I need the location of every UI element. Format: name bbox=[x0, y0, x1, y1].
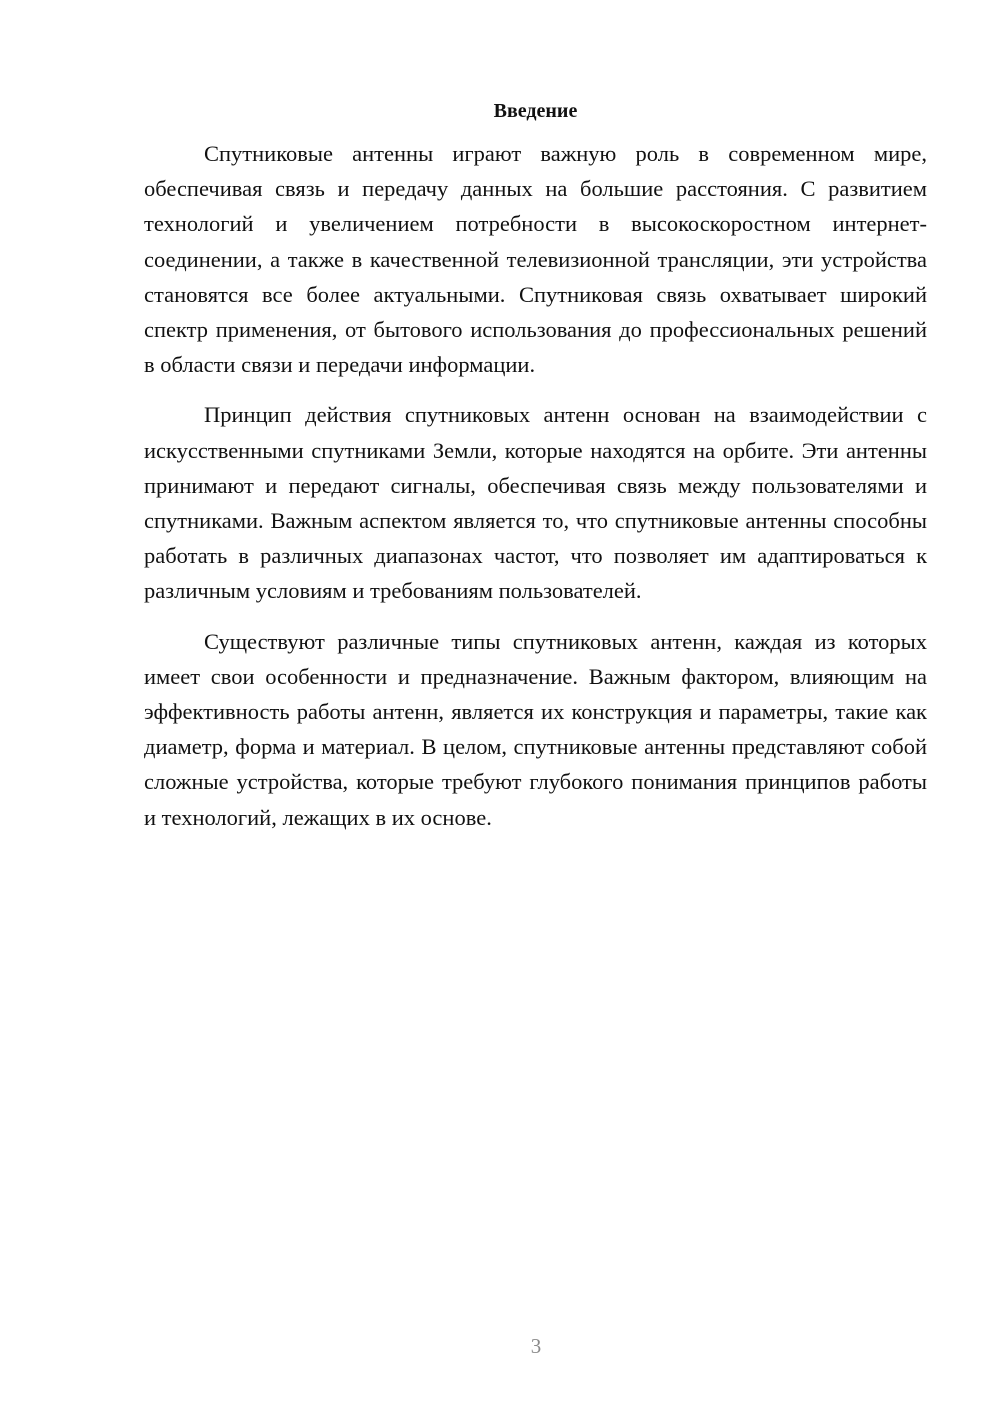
page-content bbox=[144, 96, 927, 835]
paragraph-2: Принцип действия спутниковых антенн основан на взаимодействии с искусственными спутниками Земли, которые находятся на орбите. Эти антенны принимают и передают сигналы, обеспечивая связь между пользователями и спутниками. Важным аспектом является то, что спутниковые антенны способны работать в различных диапазонах частот, что позволяет им адаптироваться к различным условиям и требованиям пользователей. bbox=[144, 402, 927, 604]
paragraph-3: Существуют различные типы спутниковых антенн, каждая из которых имеет свои особенности и предназначение. Важным фактором, влияющим на эффективность работы антенн, является их конструкция и параметры, такие как диаметр, форма и материал. В целом, спутниковые антенны представляют собой сложные устройства, которые требуют глубокого понимания принципов работы и технологий, лежащих в их основе. bbox=[144, 628, 927, 830]
paragraph-1: Спутниковые антенны играют важную роль в современном мире, обеспечивая связь и передачу данных на большие расстояния. С развитием технологий и увеличением потребности в высокоскоростном интернет-соединении, а также в качественной телевизионной трансляции, эти устройства становятся все более актуальными. Спутниковая связь охватывает широкий спектр применения, от бытового использования до профессиональных решений в области связи и передачи информации. bbox=[144, 141, 927, 378]
page-number: 3 bbox=[530, 1334, 542, 1358]
section-heading: Введение bbox=[493, 100, 578, 122]
